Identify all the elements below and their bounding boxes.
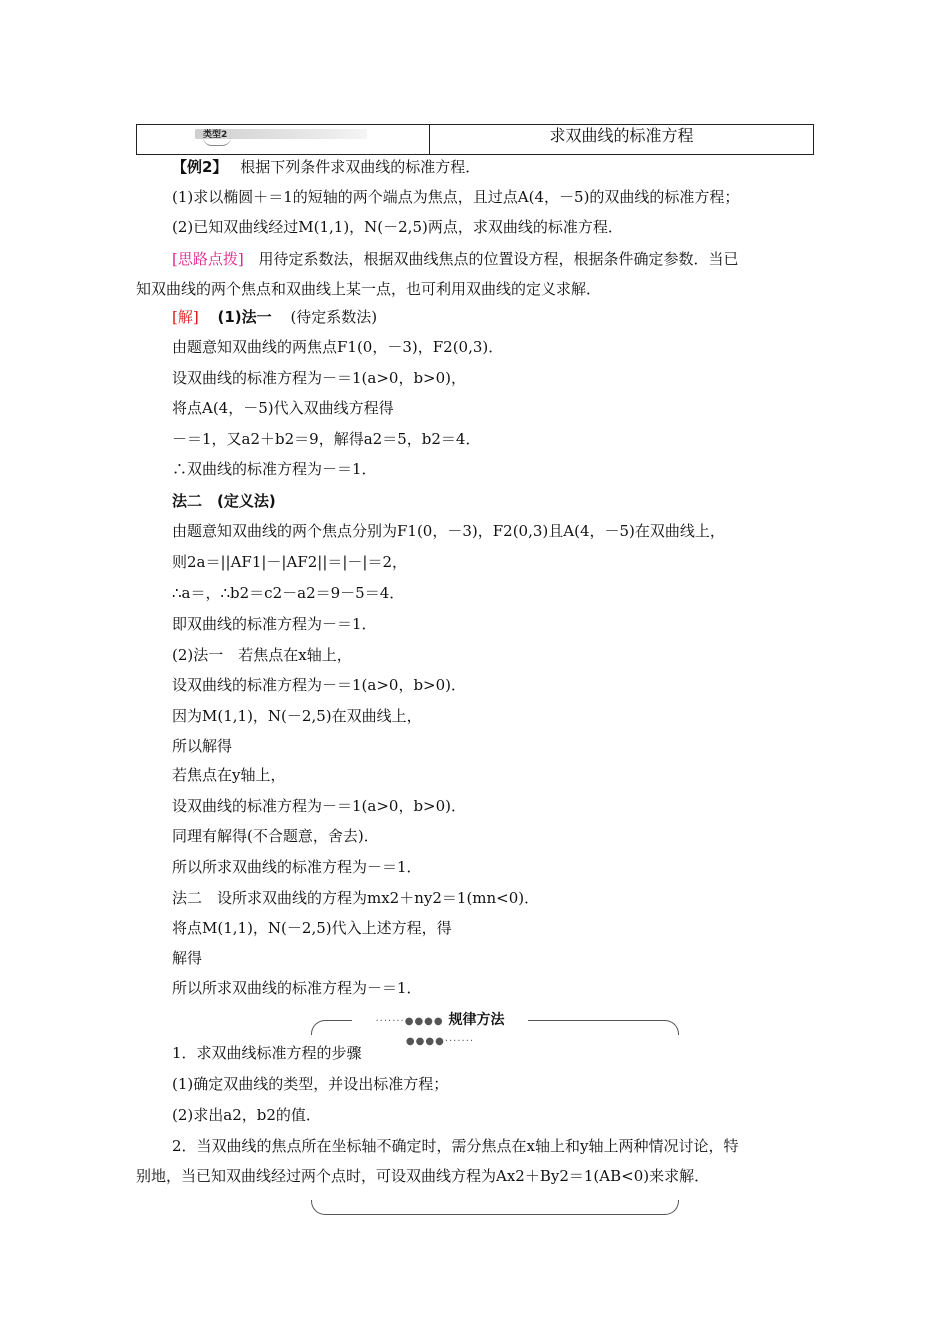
hint-text-1: 用待定系数法，根据双曲线焦点的位置设方程，根据条件确定参数．当已 <box>258 250 739 268</box>
solution-line: 设双曲线的标准方程为－＝1(a>0，b>0)． <box>172 676 467 694</box>
hint-line-1 <box>172 249 739 269</box>
solution-line: 所以所求双曲线的标准方程为－＝1． <box>172 979 422 997</box>
solution-line: 由题意知双曲线的两个焦点分别为F1(0，－3)，F2(0,3)且A(4，－5)在双曲线上， <box>172 522 725 540</box>
hint-label: [思路点拨] <box>172 250 244 268</box>
solution-line: 由题意知双曲线的两焦点F1(0，－3)，F2(0,3)． <box>172 338 504 356</box>
solution-part1-head: (1)法一 <box>217 308 272 326</box>
type-tag-arc <box>203 137 231 146</box>
title-dots-right-icon: ●●●●······· <box>405 1036 475 1047</box>
type-tag-label: 类型2 <box>203 130 228 140</box>
method-item: 2．当双曲线的焦点所在坐标轴不确定时，需分焦点在x轴上和y轴上两种情况讨论，特 <box>172 1137 739 1155</box>
title-dots-left-icon: ·······●●●● <box>375 1016 444 1027</box>
solution-line: 将点M(1,1)，N(－2,5)代入上述方程，得 <box>172 919 452 937</box>
method-item: 别地，当已知双曲线经过两个点时，可设双曲线方程为Ax2＋By2＝1(AB<0)来求解． <box>136 1167 710 1185</box>
solution-line: 设双曲线的标准方程为－＝1(a>0，b>0)． <box>172 797 467 815</box>
solution-label: [解] <box>172 308 199 326</box>
solution-line: 解得 <box>172 949 203 967</box>
solution-line: ∴a＝，∴b2＝c2－a2＝9－5＝4． <box>172 584 405 602</box>
solution-line: 同理有解得(不合题意，舍去)． <box>172 827 379 845</box>
solution-line: 将点A(4，－5)代入双曲线方程得 <box>172 399 394 417</box>
solution-line: 所以所求双曲线的标准方程为－＝1． <box>172 858 422 876</box>
solution-line: －＝1，又a2＋b2＝9，解得a2＝5，b2＝4． <box>172 430 481 448</box>
solution-line: 若焦点在y轴上， <box>172 766 286 784</box>
method-box-title-text: 规律方法 <box>448 1012 505 1028</box>
solution-line: ∴双曲线的标准方程为－＝1． <box>172 460 377 478</box>
method-box-bottom-border <box>311 1200 679 1215</box>
question-2: (2)已知双曲线经过M(1,1)，N(－2,5)两点，求双曲线的标准方程． <box>172 218 623 236</box>
solution-part1-method: (待定系数法) <box>290 308 378 326</box>
section-title: 求双曲线的标准方程 <box>549 126 694 145</box>
example-intro: 根据下列条件求双曲线的标准方程． <box>240 158 481 176</box>
hint-line-2: 知双曲线的两个焦点和双曲线上某一点，也可利用双曲线的定义求解． <box>136 280 602 298</box>
solution-line: 则2a＝||AF1|－|AF2||＝|－|＝2， <box>172 553 408 571</box>
solution-line: 所以解得 <box>172 737 233 755</box>
method-item: (1)确定双曲线的类型，并设出标准方程； <box>172 1075 449 1093</box>
solution-line: (2)法一 若焦点在x轴上， <box>172 646 352 664</box>
solution-line: 法二 设所求双曲线的方程为mx2＋ny2＝1(mn<0)． <box>172 889 540 907</box>
solution-line: 因为M(1,1)，N(－2,5)在双曲线上， <box>172 707 422 725</box>
example-label: 【例2】 <box>172 158 228 176</box>
solution-line: 即双曲线的标准方程为－＝1． <box>172 615 377 633</box>
solution-line: 设双曲线的标准方程为－＝1(a>0，b>0)， <box>172 369 467 387</box>
method-item: (2)求出a2，b2的值． <box>172 1106 321 1124</box>
method-box-title <box>352 1011 528 1051</box>
header-left-cell <box>137 125 430 154</box>
section-header-table <box>136 124 814 155</box>
method-item: 1．求双曲线标准方程的步骤 <box>172 1044 362 1062</box>
example-line <box>172 157 480 177</box>
question-1: (1)求以椭圆＋＝1的短轴的两个端点为焦点，且过点A(4，－5)的双曲线的标准方程； <box>172 188 740 206</box>
solution-head <box>172 307 377 327</box>
solution-line: 法二 (定义法) <box>172 492 276 510</box>
